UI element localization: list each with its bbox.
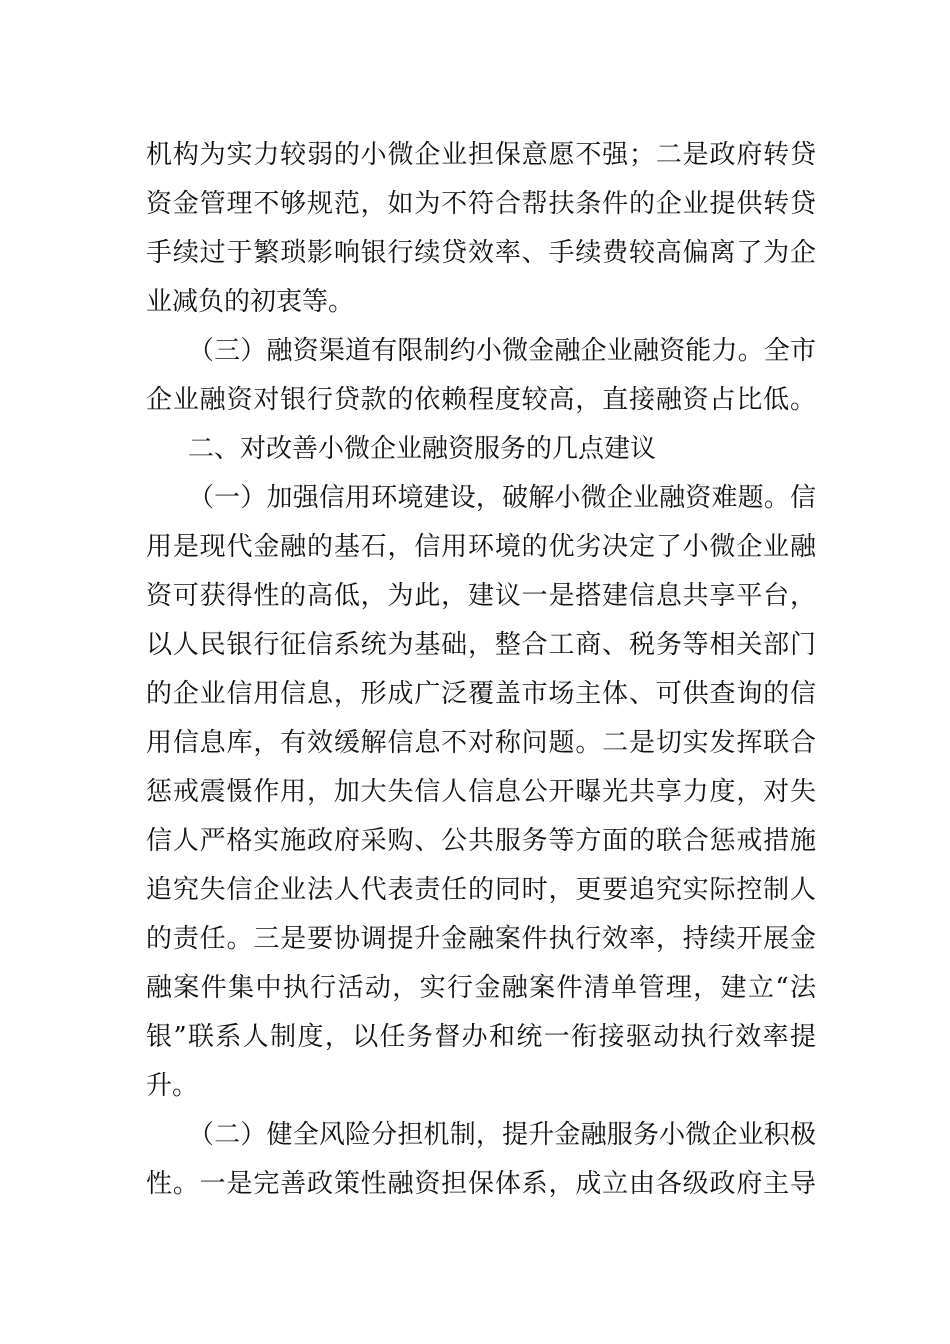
text-line: 追究失信企业法人代表责任的同时，更要追究实际控制人 (146, 875, 816, 905)
text-line: 企业融资对银行贷款的依赖程度较高，直接融资占比低。 (146, 385, 816, 415)
text-line: 的责任。三是要协调提升金融案件执行效率，持续开展金 (146, 924, 816, 954)
paragraph-heading-line: （二）健全风险分担机制，提升金融服务小微企业积极 (188, 1120, 816, 1150)
text-line: 手续过于繁琐影响银行续贷效率、手续费较高偏离了为企 (146, 238, 816, 268)
text-line: 资金管理不够规范，如为不符合帮扶条件的企业提供转贷 (146, 189, 816, 219)
text-line: 性。一是完善政策性融资担保体系，成立由各级政府主导 (146, 1169, 816, 1199)
text-line: 业减负的初衷等。 (146, 287, 355, 317)
text-line: 融案件集中执行活动，实行金融案件清单管理，建立“法 (146, 973, 816, 1003)
section-heading: 二、对改善小微企业融资服务的几点建议 (188, 434, 657, 464)
text-line: 信人严格实施政府采购、公共服务等方面的联合惩戒措施 (146, 826, 816, 856)
paragraph-heading-line: （三）融资渠道有限制约小微金融企业融资能力。全市 (188, 336, 816, 366)
text-line: 的企业信用信息，形成广泛覆盖市场主体、可供查询的信 (146, 679, 816, 709)
paragraph-heading-line: （一）加强信用环境建设，破解小微企业融资难题。信 (188, 483, 816, 513)
text-line: 银”联系人制度，以任务督办和统一衔接驱动执行效率提 (146, 1022, 816, 1052)
text-line: 机构为实力较弱的小微企业担保意愿不强；二是政府转贷 (146, 140, 816, 170)
text-line: 惩戒震慑作用，加大失信人信息公开曝光共享力度，对失 (146, 777, 816, 807)
text-line: 用信息库，有效缓解信息不对称问题。二是切实发挥联合 (146, 728, 816, 758)
text-line: 以人民银行征信系统为基础，整合工商、税务等相关部门 (146, 630, 816, 660)
text-line: 资可获得性的高低，为此，建议一是搭建信息共享平台， (146, 581, 816, 611)
text-line: 用是现代金融的基石，信用环境的优劣决定了小微企业融 (146, 532, 816, 562)
text-line: 升。 (146, 1071, 199, 1101)
